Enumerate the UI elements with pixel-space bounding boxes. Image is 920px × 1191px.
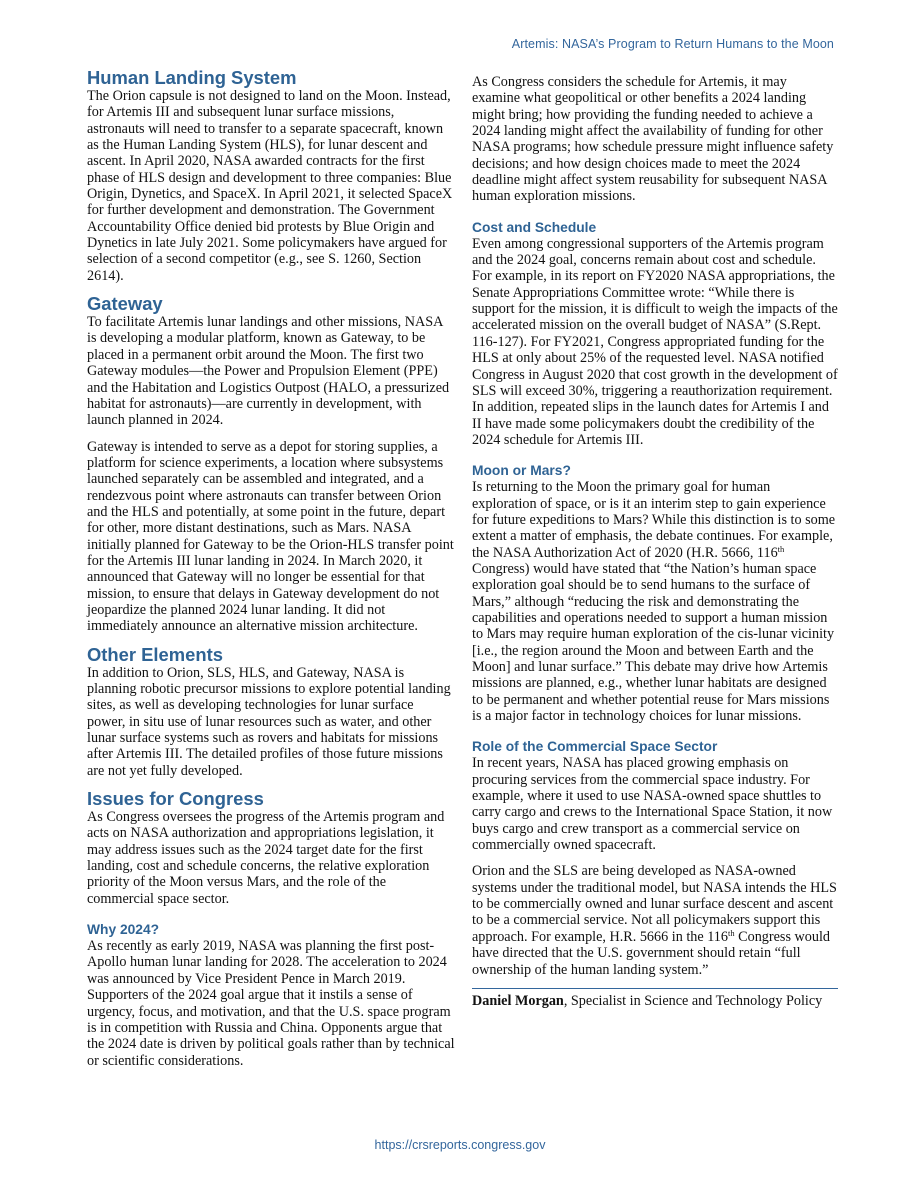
running-header-title: Artemis: NASA’s Program to Return Humans to the Moon — [511, 37, 834, 51]
heading-cost-and-schedule: Cost and Schedule — [472, 219, 597, 235]
hls-paragraph: The Orion capsule is not designed to land on the Moon. Instead, for Artemis III and subsequent lunar surface missions, astronauts will need to transfer to a separate spacecraft, known as the Human Landing System (HLS), for lunar descent and ascent. In April 2020, NASA awarded contracts for the first phase of HLS design and development to three companies: Blue Origin, Dynetics, and SpaceX. In April 2021, it selected SpaceX for further development and demonstration. The Government Accountability Office denied bid protests by Blue Origin and Dynetics in late July 2021. Some policymakers have argued for selection of a second competitor (e.g., see S. 1260, Section 2614). — [87, 88, 453, 284]
author-name: Daniel Morgan — [472, 992, 564, 1009]
footer-url-link[interactable]: https://crsreports.congress.gov — [374, 1138, 546, 1152]
heading-gateway: Gateway — [87, 293, 163, 315]
gateway-paragraph-1: To facilitate Artemis lunar landings and other missions, NASA is developing a modular platform, known as Gateway, to be placed in a permanent orbit around the Moon. The first two Gateway modules—the Power and Propulsion Element (PPE) and the Habitation and Logistics Outpost (HALO, a pressurized habitat for astronauts)—are currently in development, with launch planned in 2024. — [87, 314, 450, 429]
commercial-paragraph-2 — [472, 863, 838, 977]
commercial-text-part-1: Orion and the SLS are being developed as NASA-owned systems under the traditional model, but NASA intends the HLS to be commercially owned and lunar surface descent and ascent to be a commercial service. Not all policymakers support this approach. For example, H.R. 5666 in the 116 — [472, 863, 837, 945]
heading-issues-for-congress: Issues for Congress — [87, 788, 264, 810]
right-column — [472, 74, 838, 1009]
other-elements-paragraph: In addition to Orion, SLS, HLS, and Gateway, NASA is planning robotic precursor missions to explore potential landing sites, as well as developing technologies for lunar surface power, in situ use of lunar resources such as water, and other lunar surface systems such as rovers and habitats for missions after Artemis III. The detailed profiles of those future missions are not yet fully developed. — [87, 664, 451, 779]
heading-human-landing-system: Human Landing System — [87, 67, 297, 88]
author-title: , Specialist in Science and Technology Policy — [563, 992, 823, 1009]
moon-mars-text-part-2: Congress) would have stated that “the Nation’s human space exploration goal should be to send humans to the surface of Mars,” although “reducing the risk and demonstrating the capabilities and operations needed to support a human mission to Mars may require human exploration of the cis-lunar vicinity [i.e., the region around the Moon and between Earth and the Moon] and lunar surface.” This debate may drive how Artemis missions are planned, e.g., whether lunar habitats are designed to be permanent and whether potential reuse for Mars missions is a major factor in technology choices for lunar missions. — [472, 560, 835, 725]
heading-other-elements: Other Elements — [87, 643, 223, 665]
left-column — [87, 68, 455, 1079]
heading-moon-or-mars: Moon or Mars? — [472, 463, 571, 479]
why-2024-paragraph: As recently as early 2019, NASA was planning the first post-Apollo human lunar landing for 2028. The acceleration to 2024 was announced by Vice President Pence in March 2019. Supporters of the 2024 goal argue that it instils a sense of urgency, focus, and motivation, and that the U.S. space program is in competition with Russia and China. Opponents argue that the 2024 date is driven by political goals rather than by technical or scientific considerations. — [87, 938, 455, 1069]
ordinal-suffix: th — [777, 543, 785, 554]
issues-paragraph: As Congress oversees the progress of the Artemis program and acts on NASA authorization and appropriations legislation, it may address issues such as the 2024 target date for the first landing, cost and schedule concerns, the relative exploration priority of the Moon versus Mars, and the role of the commercial space sector. — [87, 809, 445, 907]
author-divider — [472, 988, 838, 989]
commercial-paragraph-1: In recent years, NASA has placed growing emphasis on procuring services from the commercial space industry. For example, where it used to use NASA-owned space shuttles to carry cargo and crews to the International Space Station, it now buys cargo and crew transport as a commercial service on commercially owned spacecraft. — [472, 755, 833, 854]
heading-commercial-space-sector: Role of the Commercial Space Sector — [472, 739, 718, 755]
why-2024-continued-paragraph: As Congress considers the schedule for Artemis, it may examine what geopolitical or other benefits a 2024 landing might bring; how providing the funding needed to achieve a 2024 landing might affect the availability of funding for other NASA programs; how schedule pressure might influence safety decisions; and how design choices made to meet the 2024 deadline might affect system reusability for subsequent NASA human exploration missions. — [472, 74, 834, 205]
moon-mars-text-part-1: Is returning to the Moon the primary goal for human exploration of space, or is it an interim step to gain experience for future expeditions to Mars? While this distinction is to some extent a matter of emphasis, the debate continues. For example, the NASA Authorization Act of 2020 (H.R. 5666, 116 — [472, 479, 836, 561]
author-credit — [472, 993, 838, 1009]
commercial-text-part-2: Congress would have directed that the U.S. government should retain “full ownership of the human landing system.” — [472, 928, 830, 978]
cost-schedule-paragraph: Even among congressional supporters of the Artemis program and the 2024 goal, concerns remain about cost and schedule. For example, in its report on FY2020 NASA appropriations, the Senate Appropriations Committee wrote: “While there is support for the mission, it is difficult to weigh the impacts of the accelerated mission on the overall budget of NASA” (S.Rept. 116-127). For FY2021, Congress appropriated funding for the HLS at only about 25% of the requested level. NASA notified Congress in August 2020 that cost growth in the development of SLS will exceed 30%, triggering a reauthorization requirement. In addition, repeated slips in the launch dates for Artemis I and II have made some policymakers doubt the credibility of the 2024 schedule for Artemis III. — [472, 235, 838, 448]
ordinal-suffix: th — [727, 927, 735, 938]
gateway-paragraph-2: Gateway is intended to serve as a depot for storing supplies, a platform for science experiments, a location where subsystems launched separately can be assembled and integrated, and a rendezvous point where astronauts can transfer between Orion and the HLS and potentially, at some point in the future, depart for other, more distant destinations, such as Mars. NASA initially planned for Gateway to be the Orion-HLS transfer point for the Artemis III lunar landing in 2024. In March 2020, it announced that Gateway will no longer be essential for that mission, to ensure that delays in Gateway development do not jeopardize the planned 2024 lunar landing. It did not immediately announce an alternative mission architecture. — [87, 438, 454, 635]
heading-why-2024: Why 2024? — [87, 922, 160, 938]
moon-or-mars-paragraph — [472, 479, 838, 724]
